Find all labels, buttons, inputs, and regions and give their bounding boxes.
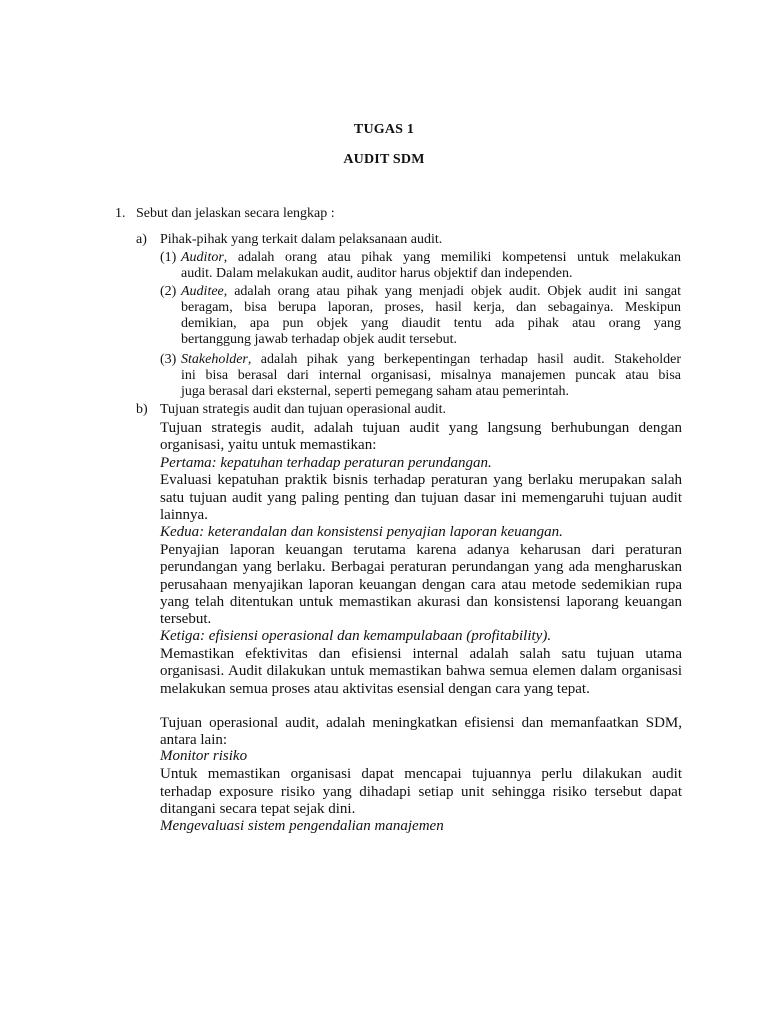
item-3-text: , adalah pihak yang berkepentingan terhadap hasil audit. Stakeholder bbox=[247, 352, 681, 367]
section-a-label: a) bbox=[136, 232, 147, 247]
goal-2-body-line: perundangan yang berlaku. Berbagai peraturan perundangan yang ada mengharuskan bbox=[160, 559, 682, 575]
item-2-text: , adalah orang atau pihak yang menjadi objek audit. Objek audit ini sangat bbox=[223, 284, 681, 299]
item-1-number: (1) bbox=[160, 250, 177, 265]
item-3-first-line bbox=[181, 352, 681, 368]
goal-1-body-line: Evaluasi kepatuhan praktik bisnis terhadap peraturan yang berlaku merupakan salah bbox=[160, 472, 682, 488]
goal-3-body-line: organisasi. Audit dilakukan untuk memastikan bahwa semua elemen dalam organisasi bbox=[160, 663, 682, 679]
item-1-continuation: audit. Dalam melakukan audit, auditor harus objektif dan independen. bbox=[181, 266, 573, 281]
item-3-term: Stakeholder bbox=[181, 352, 248, 367]
document-title: TUGAS 1 bbox=[353, 122, 415, 137]
section-b-heading: Tujuan strategis audit dan tujuan operasional audit. bbox=[160, 402, 447, 417]
goal-2-body-line: perusahaan menyajikan laporan keuangan dengan cara atau metode sedemikian rupa bbox=[160, 577, 682, 593]
item-1-term: Auditor bbox=[181, 250, 224, 265]
goal-1-body-line: satu tujuan audit yang paling penting dan tujuan dasar ini memengaruhi tujuan audit bbox=[160, 490, 682, 506]
item-3-continuation: ini bisa berasal dari internal organisasi, misalnya manajemen puncak atau bisa bbox=[181, 368, 681, 383]
item-2-first-line bbox=[181, 284, 681, 300]
question-text: Sebut dan jelaskan secara lengkap : bbox=[136, 206, 335, 221]
monitor-risk-body-line: terhadap exposure risiko yang dihadapi setiap unit sehingga risiko tersebut dapat bbox=[160, 784, 682, 800]
item-2-number: (2) bbox=[160, 284, 177, 299]
monitor-risk-heading: Monitor risiko bbox=[160, 748, 248, 764]
strategic-intro-line: organisasi, yaitu untuk memastikan: bbox=[160, 437, 377, 453]
item-2-continuation: beragam, bisa berupa laporan, proses, hasil kerja, dan sebagainya. Meskipun bbox=[181, 300, 681, 315]
item-2-continuation: demikian, apa pun objek yang diaudit tentu ada pihak atau orang yang bbox=[181, 316, 681, 331]
item-3-continuation: juga berasal dari eksternal, seperti pemegang saham atau pemerintah. bbox=[181, 384, 569, 399]
item-1-first-line bbox=[181, 250, 681, 266]
goal-1-body-line: lainnya. bbox=[160, 507, 208, 523]
monitor-risk-body-line: ditangani secara tepat sejak dini. bbox=[160, 801, 356, 817]
operational-intro-line: Tujuan operasional audit, adalah meningkatkan efisiensi dan memanfaatkan SDM, bbox=[160, 715, 682, 731]
goal-2-body-line: Penyajian laporan keuangan terutama karena adanya keharusan dari peraturan bbox=[160, 542, 682, 558]
goal-2-heading: Kedua: keterandalan dan konsistensi penyajian laporan keuangan. bbox=[160, 524, 563, 540]
operational-intro-line: antara lain: bbox=[160, 732, 228, 748]
item-2-continuation: bertanggung jawab terhadap objek audit tersebut. bbox=[181, 332, 458, 347]
section-a-heading: Pihak-pihak yang terkait dalam pelaksanaan audit. bbox=[160, 232, 443, 247]
evaluate-control-heading: Mengevaluasi sistem pengendalian manajemen bbox=[160, 818, 444, 834]
question-number: 1. bbox=[115, 206, 126, 221]
goal-3-body-line: melakukan semua proses atau aktivitas esensial dengan cara yang tepat. bbox=[160, 681, 590, 697]
goal-3-body-line: Memastikan efektivitas dan efisiensi internal adalah salah satu tujuan utama bbox=[160, 646, 682, 662]
section-b-label: b) bbox=[136, 402, 148, 417]
goal-1-heading: Pertama: kepatuhan terhadap peraturan perundangan. bbox=[160, 455, 492, 471]
document-subtitle: AUDIT SDM bbox=[343, 152, 425, 167]
monitor-risk-body-line: Untuk memastikan organisasi dapat mencapai tujuannya perlu dilakukan audit bbox=[160, 766, 682, 782]
item-3-number: (3) bbox=[160, 352, 177, 367]
item-1-text: , adalah orang atau pihak yang memiliki kompetensi untuk melakukan bbox=[223, 250, 681, 265]
goal-2-body-line: tersebut. bbox=[160, 611, 212, 627]
goal-3-heading: Ketiga: efisiensi operasional dan kemampulabaan (profitability). bbox=[160, 628, 552, 644]
strategic-intro-line: Tujuan strategis audit, adalah tujuan audit yang langsung berhubungan dengan bbox=[160, 420, 682, 436]
item-2-term: Auditee bbox=[181, 284, 224, 299]
goal-2-body-line: yang telah ditentukan untuk memastikan akurasi dan konsistensi laporang keuangan bbox=[160, 594, 682, 610]
